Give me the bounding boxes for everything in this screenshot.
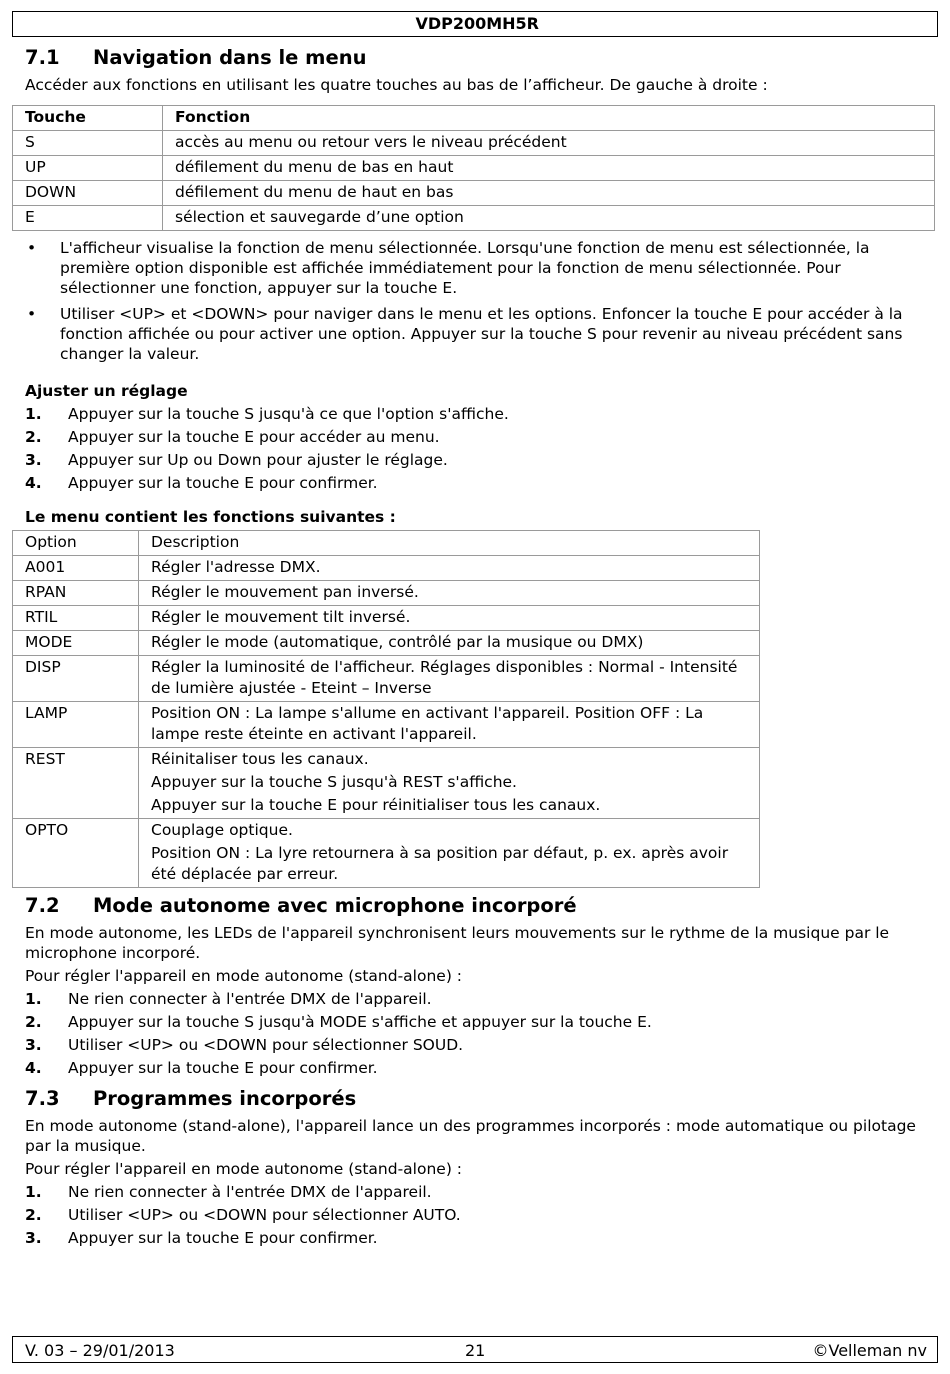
table-row xyxy=(13,581,760,606)
table-row xyxy=(13,156,935,181)
list-item xyxy=(25,988,925,1011)
programs-steps-list xyxy=(25,1181,925,1250)
table-header-cell: Description xyxy=(139,531,760,556)
menu-table xyxy=(12,530,760,888)
list-item xyxy=(25,1057,925,1080)
step-text: Appuyer sur la touche E pour confirmer. xyxy=(68,1059,378,1077)
key-cell: DOWN xyxy=(13,181,163,206)
keys-table xyxy=(12,105,935,231)
list-item xyxy=(25,1034,925,1057)
table-row xyxy=(13,748,760,819)
option-cell: OPTO xyxy=(13,819,139,888)
step-text: Appuyer sur la touche E pour confirmer. xyxy=(68,474,378,492)
step-number: 1. xyxy=(25,1183,42,1201)
step-number: 1. xyxy=(25,990,42,1008)
section-7-1-heading xyxy=(25,46,366,70)
function-cell: accès au menu ou retour vers le niveau précédent xyxy=(163,131,935,156)
key-cell: E xyxy=(13,206,163,231)
section-7-3-heading xyxy=(25,1087,356,1111)
key-cell: S xyxy=(13,131,163,156)
bullet-text: Utiliser <UP> et <DOWN> pour naviger dans le menu et les options. Enfoncer la touche E pour accéder à la fonction affichée ou pour activer une option. Appuyer sur la touche S pour revenir au niveau précédent sans changer la valeur. xyxy=(60,305,903,363)
bullet-icon: • xyxy=(27,305,37,323)
section-7-3-intro: En mode autonome (stand-alone), l'appareil lance un des programmes incorporés : mode automatique ou pilotage par la musique. xyxy=(25,1117,916,1155)
list-item xyxy=(25,472,925,495)
table-header-cell: Touche xyxy=(13,106,163,131)
bullet-icon: • xyxy=(27,239,37,257)
option-cell: REST xyxy=(13,748,139,819)
step-text: Ne rien connecter à l'entrée DMX de l'appareil. xyxy=(68,990,432,1008)
section-title: Mode autonome avec microphone incorporé xyxy=(93,894,577,917)
table-header-row xyxy=(13,531,760,556)
page-header xyxy=(12,11,938,37)
adjust-subheading: Ajuster un réglage xyxy=(25,382,188,400)
step-text: Appuyer sur la touche E pour accéder au menu. xyxy=(68,428,440,446)
list-item xyxy=(25,238,925,298)
section-number: 7.3 xyxy=(25,1087,60,1110)
table-row xyxy=(13,206,935,231)
step-number: 1. xyxy=(25,405,42,423)
description-line: Réinitaliser tous les canaux. xyxy=(151,750,369,768)
model-name: VDP200MH5R xyxy=(415,14,539,33)
step-number: 2. xyxy=(25,1206,42,1224)
description-line: Régler le mode (automatique, contrôlé par la musique ou DMX) xyxy=(151,633,644,651)
copyright: ©Velleman nv xyxy=(812,1341,927,1360)
description-line: Appuyer sur la touche E pour réinitialiser tous les canaux. xyxy=(151,796,601,814)
adjust-steps-list xyxy=(25,403,925,495)
list-item xyxy=(25,1011,925,1034)
page-footer xyxy=(12,1336,938,1363)
description-line: Régler le mouvement tilt inversé. xyxy=(151,608,411,626)
description-cell xyxy=(139,656,760,702)
step-text: Appuyer sur la touche S jusqu'à MODE s'affiche et appuyer sur la touche E. xyxy=(68,1013,652,1031)
section-title: Navigation dans le menu xyxy=(93,46,367,69)
page-number: 21 xyxy=(465,1341,486,1360)
table-row xyxy=(13,631,760,656)
step-text: Utiliser <UP> ou <DOWN pour sélectionner AUTO. xyxy=(68,1206,461,1224)
section-7-2-intro: En mode autonome, les LEDs de l'appareil synchronisent leurs mouvements sur le rythme de la musique par le microphone incorporé. xyxy=(25,924,890,962)
step-number: 2. xyxy=(25,1013,42,1031)
step-number: 3. xyxy=(25,1036,42,1054)
section-7-3-lead: Pour régler l'appareil en mode autonome (stand-alone) : xyxy=(25,1160,463,1178)
description-line: Position ON : La lyre retournera à sa position par défaut, p. ex. après avoir été déplacée par erreur. xyxy=(151,844,729,883)
step-number: 2. xyxy=(25,428,42,446)
description-cell xyxy=(139,556,760,581)
list-item xyxy=(25,1227,925,1250)
version-date: V. 03 – 29/01/2013 xyxy=(25,1341,175,1360)
step-number: 4. xyxy=(25,1059,42,1077)
key-cell: UP xyxy=(13,156,163,181)
description-cell xyxy=(139,581,760,606)
section-7-2-heading xyxy=(25,894,577,918)
function-cell: défilement du menu de bas en haut xyxy=(163,156,935,181)
table-row xyxy=(13,131,935,156)
table-row xyxy=(13,606,760,631)
step-number: 3. xyxy=(25,451,42,469)
list-item xyxy=(25,449,925,472)
step-number: 3. xyxy=(25,1229,42,1247)
description-cell xyxy=(139,631,760,656)
description-cell xyxy=(139,819,760,888)
step-text: Appuyer sur la touche E pour confirmer. xyxy=(68,1229,378,1247)
description-cell xyxy=(139,606,760,631)
option-cell: RTIL xyxy=(13,606,139,631)
list-item xyxy=(25,304,925,364)
list-item xyxy=(25,1204,925,1227)
section-7-1-intro: Accéder aux fonctions en utilisant les quatre touches au bas de l’afficheur. De gauche à droite : xyxy=(25,76,768,94)
step-text: Utiliser <UP> ou <DOWN pour sélectionner SOUD. xyxy=(68,1036,464,1054)
table-header-row xyxy=(13,106,935,131)
description-line: Régler le mouvement pan inversé. xyxy=(151,583,419,601)
function-cell: sélection et sauvegarde d’une option xyxy=(163,206,935,231)
list-item xyxy=(25,426,925,449)
bullet-list xyxy=(25,238,925,370)
step-number: 4. xyxy=(25,474,42,492)
table-row xyxy=(13,656,760,702)
table-header-cell: Fonction xyxy=(163,106,935,131)
section-number: 7.1 xyxy=(25,46,60,69)
step-text: Appuyer sur la touche S jusqu'à ce que l'option s'affiche. xyxy=(68,405,509,423)
table-row xyxy=(13,181,935,206)
bullet-text: L'afficheur visualise la fonction de menu sélectionnée. Lorsqu'une fonction de menu est sélectionnée, la première option disponible est affichée immédiatement pour la fonction de menu sélectionnée. Pour sélectionner une fonction, appuyer sur la touche E. xyxy=(60,239,870,297)
list-item xyxy=(25,1181,925,1204)
step-text: Appuyer sur Up ou Down pour ajuster le réglage. xyxy=(68,451,448,469)
option-cell: MODE xyxy=(13,631,139,656)
description-line: Couplage optique. xyxy=(151,821,293,839)
option-cell: A001 xyxy=(13,556,139,581)
menu-subheading: Le menu contient les fonctions suivantes : xyxy=(25,508,396,526)
description-line: Régler l'adresse DMX. xyxy=(151,558,321,576)
description-line: Position ON : La lampe s'allume en activant l'appareil. Position OFF : La lampe reste éteinte en activant l'appareil. xyxy=(151,704,704,743)
option-cell: RPAN xyxy=(13,581,139,606)
section-number: 7.2 xyxy=(25,894,60,917)
section-7-2-lead: Pour régler l'appareil en mode autonome (stand-alone) : xyxy=(25,967,463,985)
table-row xyxy=(13,556,760,581)
description-line: Appuyer sur la touche S jusqu'à REST s'affiche. xyxy=(151,773,517,791)
description-cell xyxy=(139,702,760,748)
option-cell: DISP xyxy=(13,656,139,702)
table-row xyxy=(13,702,760,748)
step-text: Ne rien connecter à l'entrée DMX de l'appareil. xyxy=(68,1183,432,1201)
description-line: Régler la luminosité de l'afficheur. Réglages disponibles : Normal - Intensité de lumière ajustée - Eteint – Inverse xyxy=(151,658,738,697)
table-header-cell: Option xyxy=(13,531,139,556)
function-cell: défilement du menu de haut en bas xyxy=(163,181,935,206)
table-row xyxy=(13,819,760,888)
option-cell: LAMP xyxy=(13,702,139,748)
description-cell xyxy=(139,748,760,819)
section-title: Programmes incorporés xyxy=(93,1087,357,1110)
list-item xyxy=(25,403,925,426)
standalone-steps-list xyxy=(25,988,925,1080)
